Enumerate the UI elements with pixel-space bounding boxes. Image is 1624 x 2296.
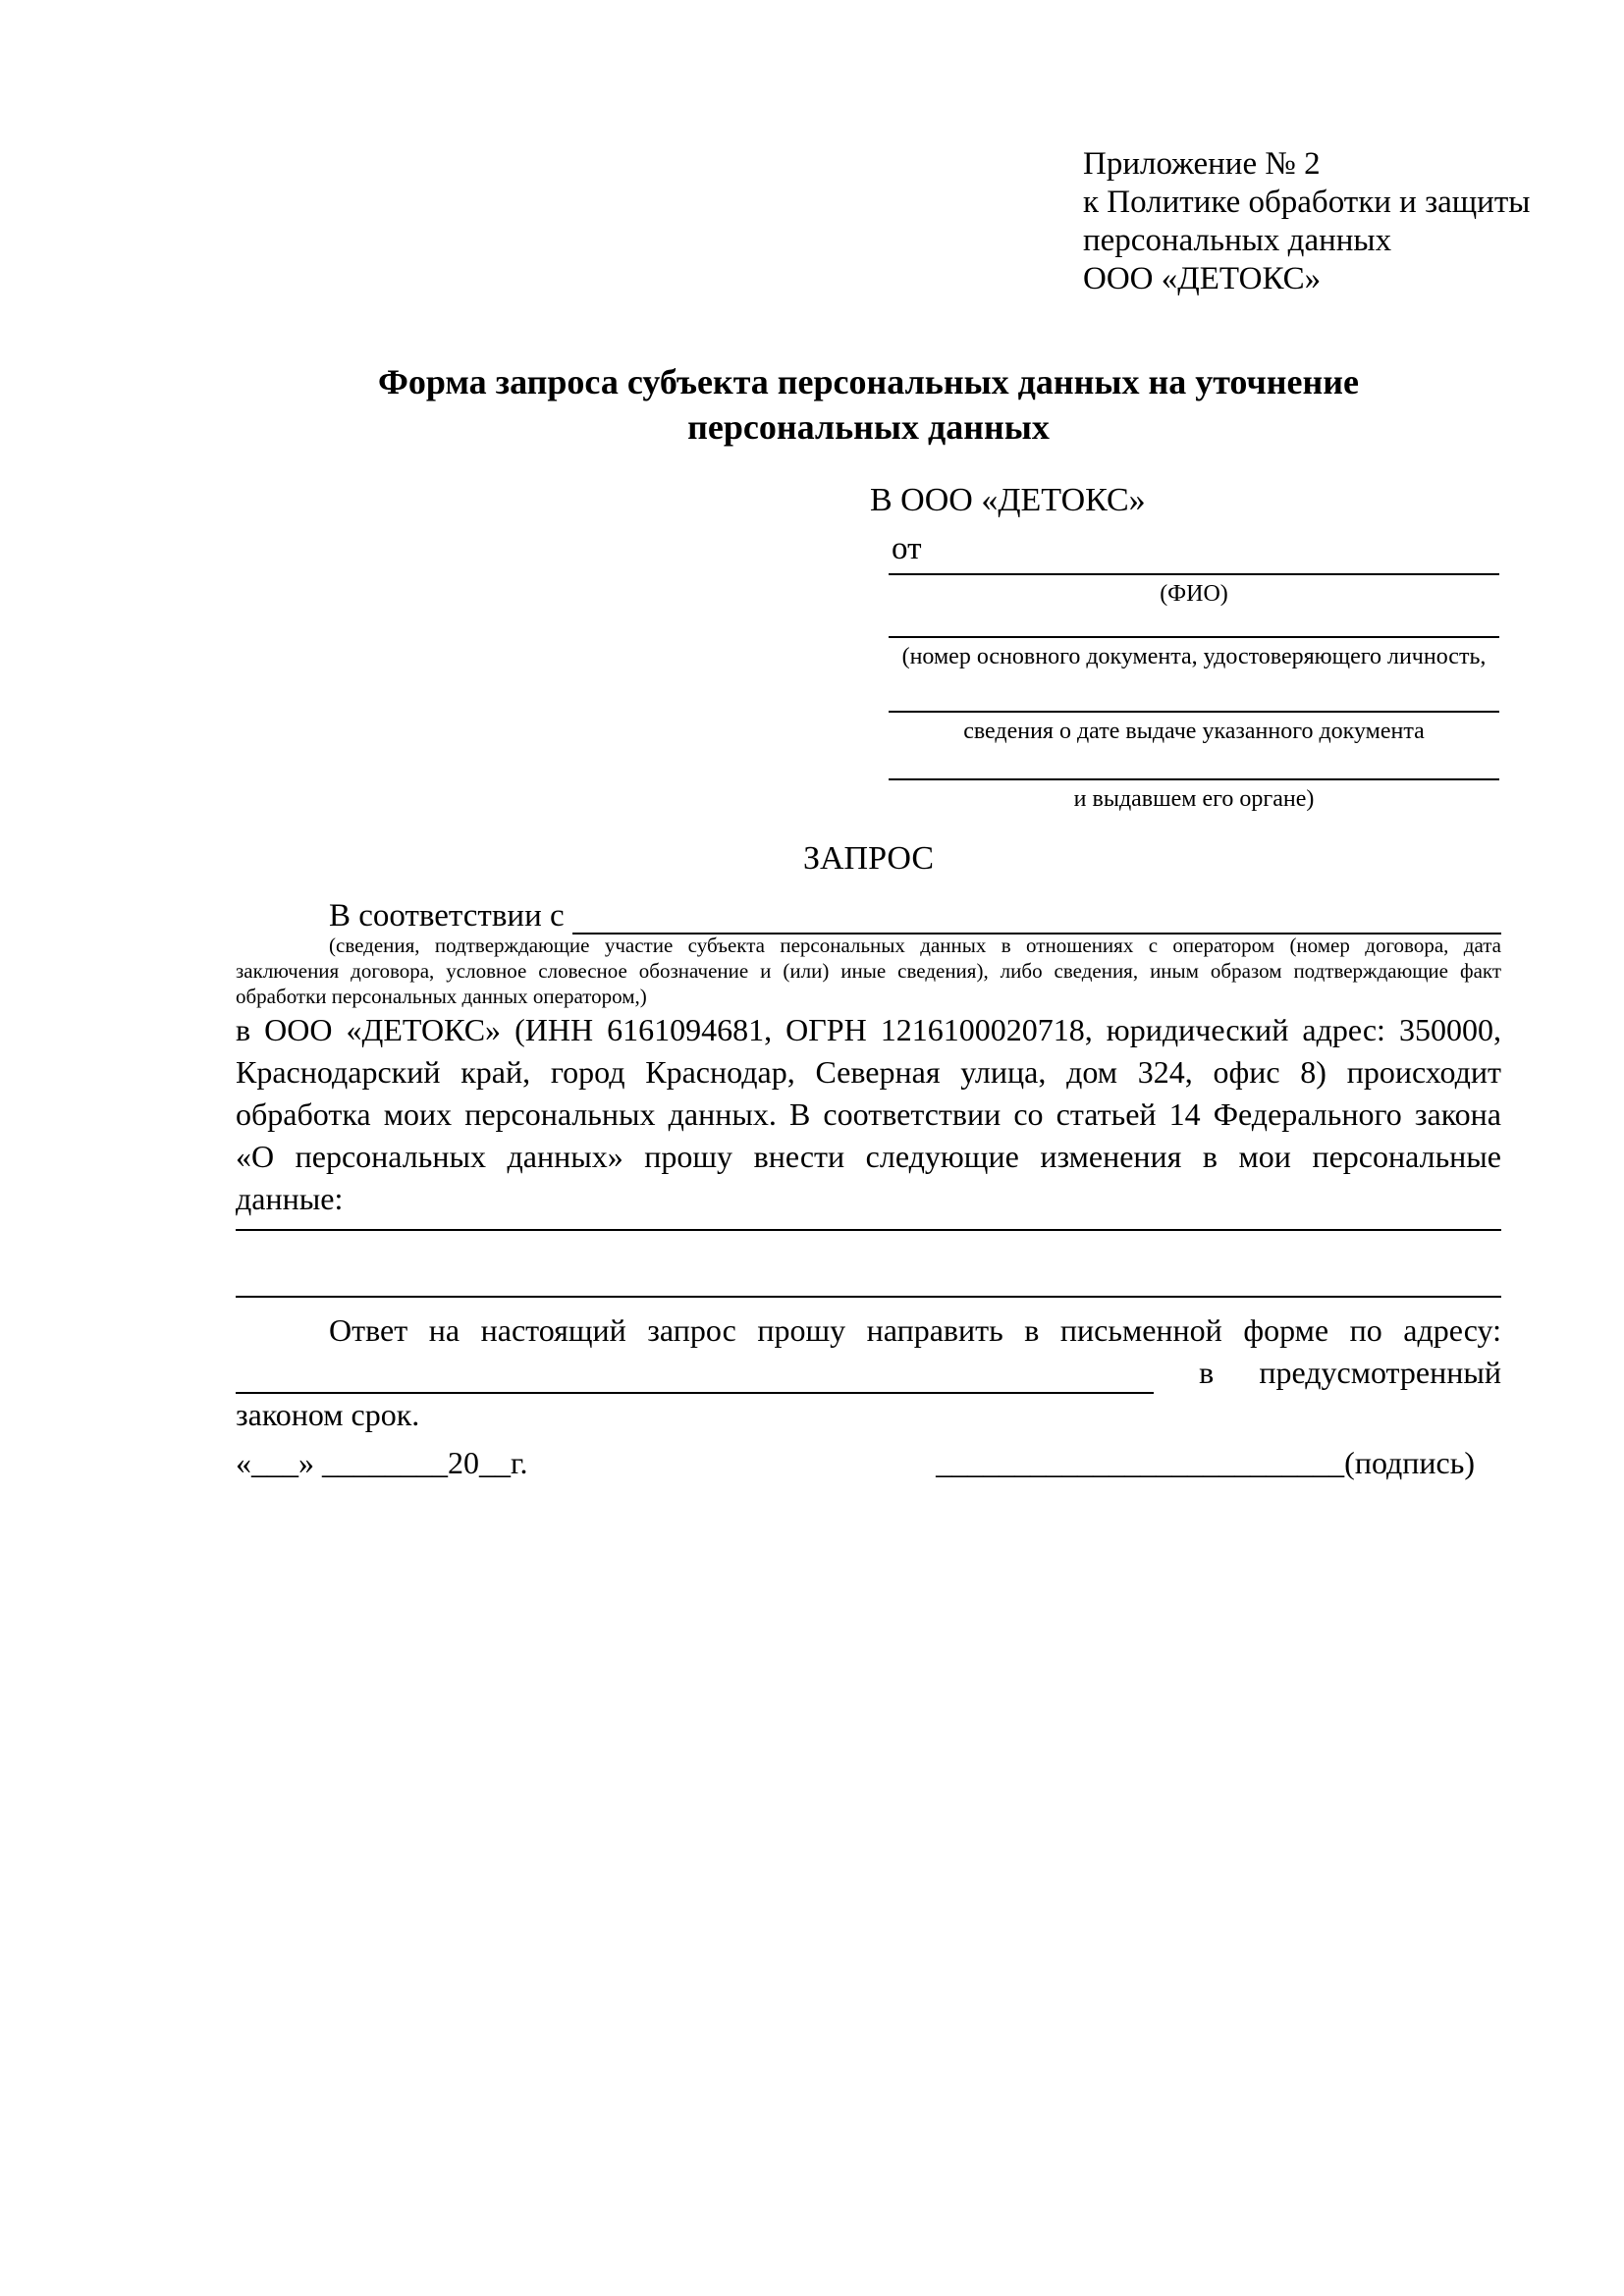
reply-line: Ответ на настоящий запрос прошу направить в письменной форме по адресу: — [329, 1312, 1501, 1348]
body-line: данные: — [236, 1181, 344, 1216]
issue-date-caption: сведения о дате выдаче указанного документа — [963, 719, 1425, 744]
appendix-header — [1083, 145, 1530, 298]
reply-paragraph — [236, 1309, 1501, 1436]
body-line: обработка моих персональных данных. В соответствии со статьей 14 Федерального закона — [236, 1096, 1501, 1132]
fio-caption: (ФИО) — [1160, 581, 1228, 607]
addressee-from-label: от — [892, 531, 922, 566]
appendix-header-line: к Политике обработки и защиты — [1083, 185, 1531, 220]
appendix-header-line: персональных данных — [1083, 223, 1392, 258]
signature-area — [936, 1445, 1475, 1481]
changes-blank-line-2 — [236, 1296, 1501, 1298]
reply-address-row — [236, 1352, 1501, 1394]
reply-line: законом срок. — [236, 1397, 420, 1432]
basis-note-line: (сведения, подтверждающие участие субъекта персональных данных в отношениях с оператором (номер договора, дата — [329, 934, 1501, 957]
signature-row — [236, 1445, 1475, 1481]
request-heading: ЗАПРОС — [802, 840, 935, 877]
body-line: Краснодарский край, город Краснодар, Северная улица, дом 324, офис 8) происходит — [236, 1054, 1501, 1090]
form-title-line: Форма запроса субъекта персональных данных на уточнение — [378, 362, 1359, 401]
request-body — [236, 1009, 1501, 1220]
reply-word: предусмотренный — [1259, 1355, 1501, 1390]
signature-caption: (подпись) — [1344, 1445, 1475, 1480]
issue-date-blank-line — [889, 711, 1499, 713]
issuer-caption: и выдавшем его органе) — [1073, 786, 1315, 812]
basis-prefix: В соответствии с — [329, 898, 565, 934]
fio-blank-line — [889, 573, 1499, 575]
basis-note — [236, 933, 1501, 1009]
addressee-org: В ООО «ДЕТОКС» — [870, 482, 1146, 518]
appendix-header-line: Приложение № 2 — [1083, 146, 1321, 182]
form-title-line: персональных данных — [687, 407, 1050, 447]
basis-row — [236, 893, 1501, 934]
form-title — [236, 359, 1501, 450]
changes-blank-line-1 — [236, 1229, 1501, 1231]
doc-number-blank-line — [889, 636, 1499, 638]
body-line: в ООО «ДЕТОКС» (ИНН 6161094681, ОГРН 1216100020718, юридический адрес: 350000, — [236, 1012, 1501, 1047]
doc-number-caption: (номер основного документа, удостоверяющего личность, — [901, 644, 1487, 669]
reply-word: в — [1199, 1355, 1215, 1390]
issuer-blank-line — [889, 778, 1499, 780]
signature-blank-line: __________________________ — [936, 1445, 1345, 1480]
basis-note-line: заключения договора, условное словесное обозначение и (или) иные сведения), либо сведения, иным образом подтверждающие факт — [236, 959, 1501, 983]
appendix-header-line: ООО «ДЕТОКС» — [1083, 261, 1322, 296]
date-blank: «___» ________20__г. — [236, 1445, 528, 1480]
body-line: «О персональных данных» прошу внести следующие изменения в мои персональные — [236, 1139, 1501, 1174]
basis-note-line: обработки персональных данных оператором,) — [236, 985, 647, 1008]
